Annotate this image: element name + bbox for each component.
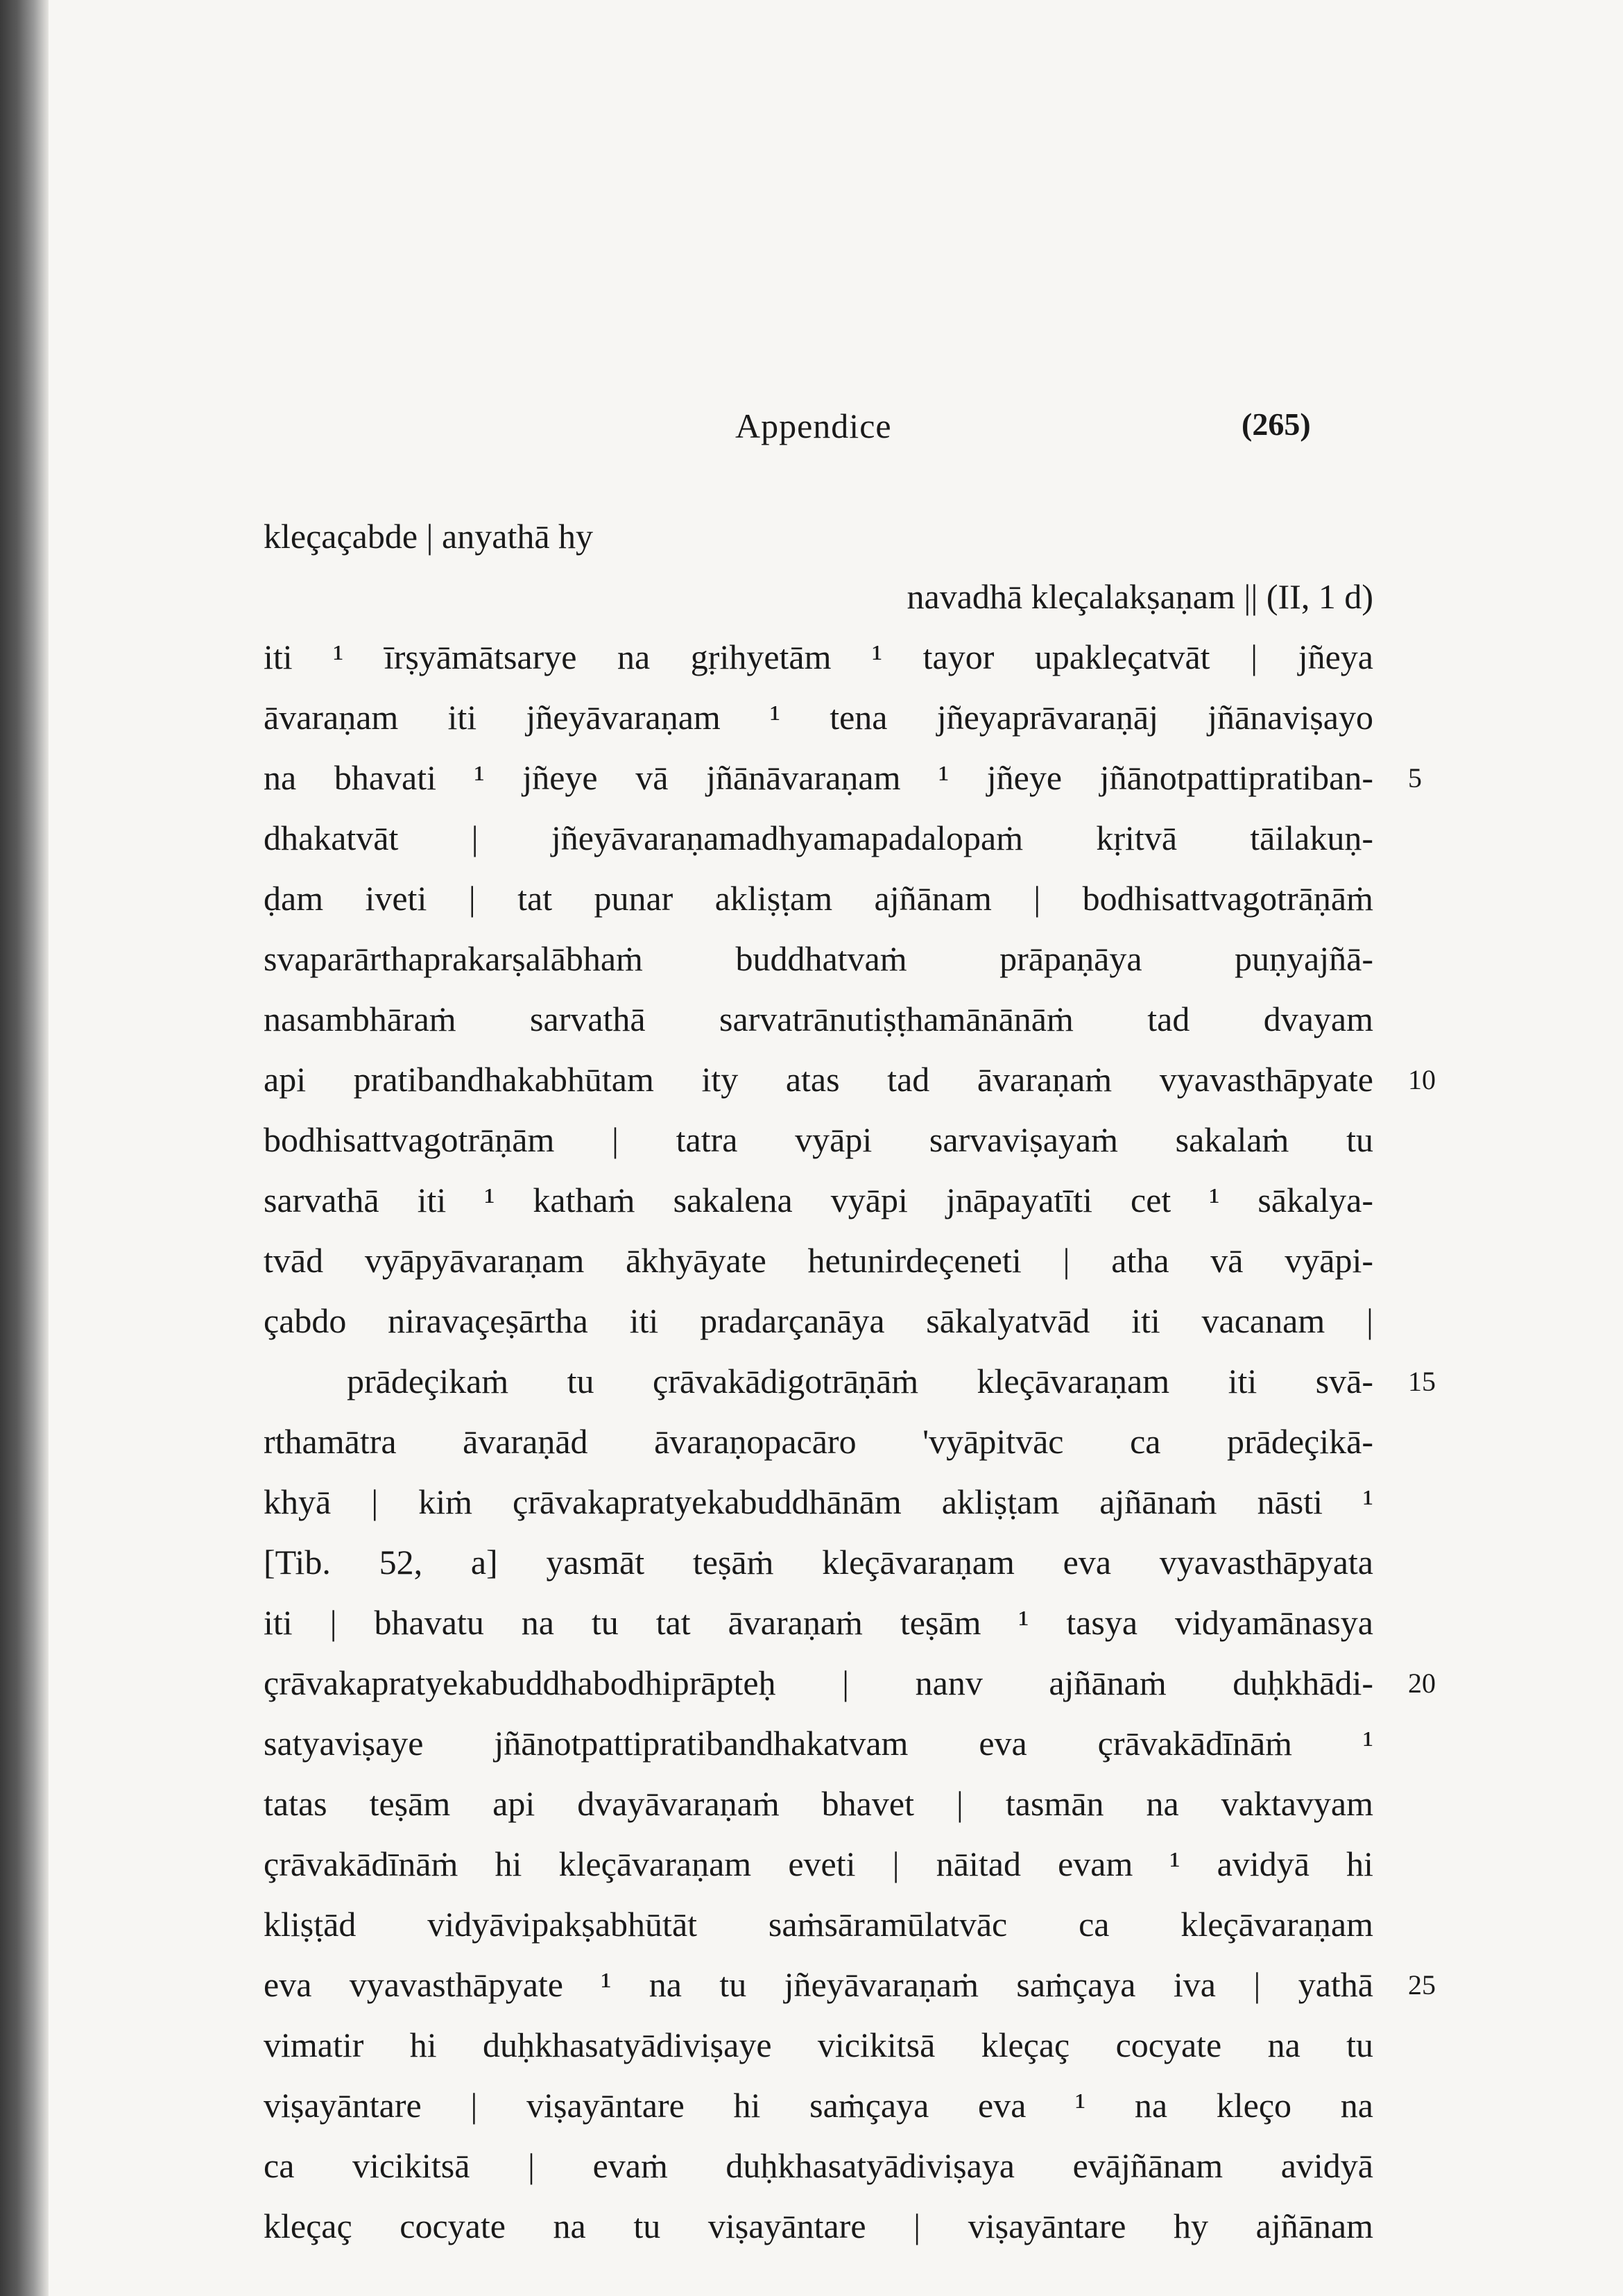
text-line: kleçaçabde | anyathā hy — [264, 517, 594, 556]
line-number: 25 — [1408, 1969, 1436, 2001]
page-binding-edge — [0, 0, 49, 2296]
text-line: navadhā kleçalakṣaṇam || (II, 1 d) — [907, 577, 1373, 616]
text-line: na bhavati ¹ jñeye vā jñānāvaraṇam ¹ jñeye jñānotpattipratiban- 5 — [264, 748, 1373, 808]
line-number: 10 — [1408, 1064, 1436, 1095]
text-line: çabdo niravaçeṣārtha iti pradarçanāya sākalyatvād iti vacanam | — [264, 1301, 1373, 1340]
text-line: svaparārthaprakarṣalābhaṁ buddhatvaṁ prāpaṇāya puṇyajñā- — [264, 939, 1373, 978]
text-line: dhakatvāt | jñeyāvaraṇamadhyamapadalopaṁ kṛitvā tāilakuṇ- — [264, 819, 1373, 857]
text-line: vimatir hi duḥkhasatyādiviṣaye vicikitsā kleçaç cocyate na tu — [264, 2025, 1373, 2064]
text-line: çrāvakādīnāṁ hi kleçāvaraṇam eveti | nāitad evam ¹ avidyā hi — [264, 1844, 1373, 1883]
text-line: khyā | kiṁ çrāvakapratyekabuddhānām akliṣṭam ajñānaṁ nāsti ¹ — [264, 1482, 1373, 1521]
text-line: ca vicikitsā | evaṁ duḥkhasatyādiviṣaya evājñānam avidyā — [264, 2146, 1373, 2185]
text-line: satyaviṣaye jñānotpattipratibandhakatvam eva çrāvakādīnāṁ ¹ — [264, 1724, 1373, 1763]
text-line: kliṣṭād vidyāvipakṣabhūtāt saṁsāramūlatvāc ca kleçāvaraṇam — [264, 1905, 1373, 1944]
text-line: [Tib. 52, a] yasmāt teṣāṁ kleçāvaraṇam eva vyavasthāpyata — [264, 1543, 1373, 1582]
text-line: iti | bhavatu na tu tat āvaraṇaṁ teṣām ¹ tasya vidyamānasya — [264, 1603, 1373, 1642]
text-line: iti ¹ īrṣyāmātsarye na gṛihyetām ¹ tayor upakleçatvāt | jñeya — [264, 637, 1373, 676]
text-line: prādeçikaṁ tu çrāvakādigotrāṇāṁ kleçāvaraṇam iti svā- 15 — [264, 1351, 1373, 1412]
text-line: nasambhāraṁ sarvathā sarvatrānutiṣṭhamānānāṁ tad dvayam — [264, 1000, 1373, 1038]
text-line: kleçaç cocyate na tu viṣayāntare | viṣayāntare hy ajñānam — [264, 2207, 1373, 2245]
text-line: tatas teṣām api dvayāvaraṇaṁ bhavet | tasmān na vaktavyam — [264, 1784, 1373, 1823]
text-line: bodhisattvagotrāṇām | tatra vyāpi sarvaviṣayaṁ sakalaṁ tu — [264, 1120, 1373, 1159]
text-line: rthamātra āvaraṇād āvaraṇopacāro 'vyāpitvāc ca prādeçikā- — [264, 1422, 1373, 1461]
line-number: 20 — [1408, 1668, 1436, 1699]
text-line: sarvathā iti ¹ kathaṁ sakalena vyāpi jnāpayatīti cet ¹ sākalya- — [264, 1181, 1373, 1219]
page-header — [0, 406, 1623, 461]
text-line: ḍam iveti | tat punar akliṣṭam ajñānam | bodhisattvagotrāṇāṁ — [264, 879, 1373, 918]
line-number: 15 — [1408, 1366, 1436, 1397]
running-title: Appendice — [735, 406, 892, 445]
text-line: çrāvakapratyekabuddhabodhiprāpteḥ | nanv ajñānaṁ duḥkhādi- 20 — [264, 1653, 1373, 1713]
text-line: eva vyavasthāpyate ¹ na tu jñeyāvaraṇaṁ saṁçaya iva | yathā 25 — [264, 1955, 1373, 2015]
text-line: tvād vyāpyāvaraṇam ākhyāyate hetunirdeçeneti | atha vā vyāpi- — [264, 1241, 1373, 1280]
text-block — [264, 506, 1436, 2256]
text-line: viṣayāntare | viṣayāntare hi saṁçaya eva ¹ na kleço na — [264, 2086, 1373, 2125]
line-number: 5 — [1408, 762, 1422, 794]
text-line: api pratibandhakabhūtam ity atas tad āvaraṇaṁ vyavasthāpyate 10 — [264, 1050, 1373, 1110]
text-line: āvaraṇam iti jñeyāvaraṇam ¹ tena jñeyaprāvaraṇāj jñānaviṣayo — [264, 698, 1373, 737]
page-number: (265) — [1242, 406, 1311, 442]
